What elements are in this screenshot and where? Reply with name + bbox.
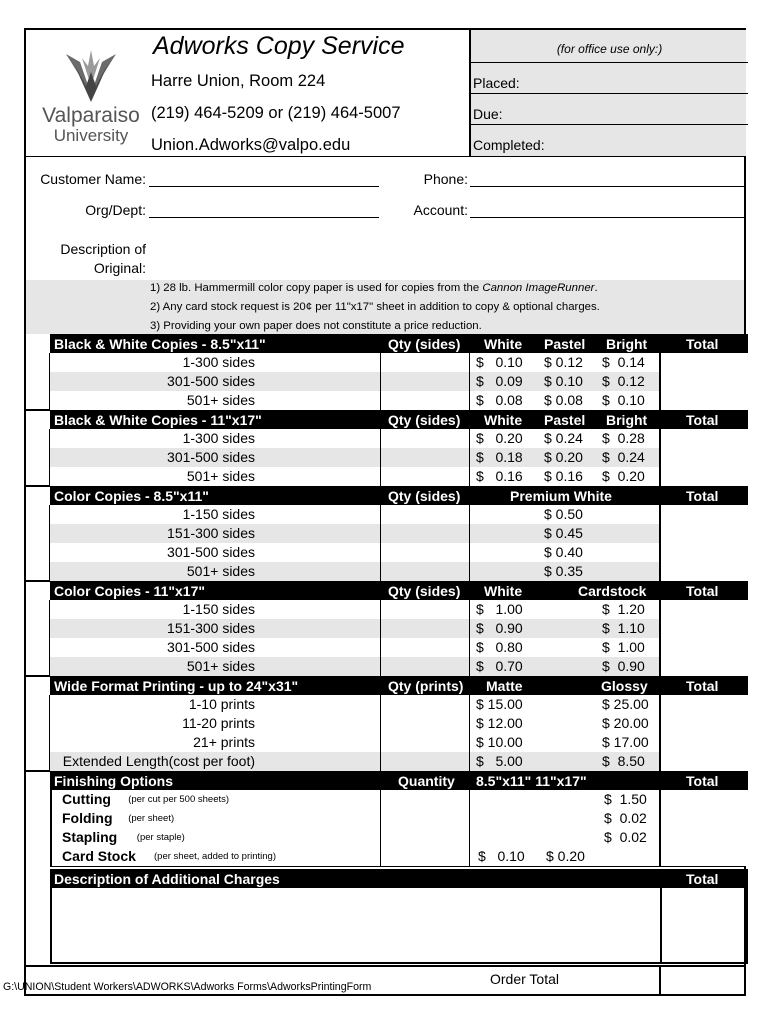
row-marker: [26, 695, 50, 771]
tier-label: 1-10 prints: [188, 696, 255, 712]
tier-label: 501+ sides: [186, 563, 255, 579]
due-field[interactable]: Due:: [471, 93, 748, 125]
price-value: $ 0.90: [476, 620, 523, 636]
qty-column-header: Qty (sides): [388, 412, 461, 428]
customer-name-field[interactable]: [149, 186, 379, 187]
finishing-option-label: Cutting: [62, 791, 111, 807]
org-dept-label: Org/Dept:: [85, 202, 146, 218]
tier-label: Extended Length(cost per foot): [62, 753, 255, 769]
price-value: $ 15.00: [476, 696, 523, 712]
phone-field[interactable]: [470, 186, 744, 187]
price-value: $ 17.00: [602, 734, 649, 750]
tier-label: 11-20 prints: [182, 715, 255, 731]
qty-input[interactable]: [380, 600, 470, 676]
divider: [26, 156, 744, 157]
logo-word-valparaiso: Valparaiso: [42, 104, 140, 127]
price-value: $ 0.10: [478, 848, 525, 864]
office-use-box: [469, 30, 746, 156]
section-header-col85: [50, 486, 748, 505]
price-value: $ 0.12: [602, 373, 645, 389]
price-column-header: Matte: [486, 678, 523, 694]
price-value: $ 0.50: [544, 506, 583, 522]
price-column-header: 8.5"x11" 11"x17": [476, 773, 587, 789]
price-column-header: Bright: [606, 336, 648, 352]
total-column-header: Total: [686, 336, 719, 352]
email: Union.Adworks@valpo.edu: [151, 136, 351, 154]
total-column-header: Total: [686, 412, 719, 428]
tier-label: 21+ prints: [193, 734, 255, 750]
price-value: $ 0.20: [602, 468, 645, 484]
row-marker: [26, 429, 50, 486]
price-value: $ 5.00: [476, 753, 523, 769]
price-value: $ 0.20: [476, 430, 523, 446]
price-value: $ 1.00: [602, 639, 645, 655]
price-value: $ 0.09: [476, 373, 523, 389]
address: Harre Union, Room 224: [151, 72, 326, 90]
finishing-option-note: (per sheet): [128, 813, 175, 824]
price-value: $ 20.00: [602, 715, 649, 731]
customer-name-label: Customer Name:: [40, 171, 146, 187]
note-3: 3) Providing your own paper does not constitute a price reduction.: [150, 320, 482, 332]
price-column-header: Bright: [606, 412, 648, 428]
finishing-option-label: Folding: [62, 810, 113, 826]
org-dept-field[interactable]: [149, 217, 379, 218]
description-label-line1: Description of: [60, 241, 146, 257]
total-input[interactable]: [659, 695, 746, 771]
price-value: $ 0.45: [544, 525, 583, 541]
file-path: G:\UNION\Student Workers\ADWORKS\Adworks Forms\AdworksPrintingForm: [3, 981, 372, 993]
valparaiso-logo: [36, 42, 146, 152]
row-marker: [26, 600, 50, 676]
section-header-additional: [50, 869, 748, 888]
price-value: $ 25.00: [602, 696, 649, 712]
row-marker: [26, 505, 50, 581]
total-input[interactable]: [659, 429, 746, 486]
order-total-label: Order Total: [490, 971, 559, 987]
section-title: Black & White Copies - 8.5"x11": [54, 336, 266, 352]
price-column-header: White: [484, 412, 523, 428]
total-column-header: Total: [686, 488, 719, 504]
qty-column-header: Qty (sides): [388, 488, 461, 504]
section-header-col1117: [50, 581, 748, 600]
price-value: $ 0.10: [476, 354, 523, 370]
tier-label: 151-300 sides: [167, 620, 255, 636]
tier-label: 301-500 sides: [167, 544, 255, 560]
tier-label: 301-500 sides: [167, 449, 255, 465]
price-value: $ 0.40: [544, 544, 583, 560]
tier-label: 301-500 sides: [167, 373, 255, 389]
qty-input[interactable]: [380, 695, 470, 771]
section-title: Color Copies - 8.5"x11": [54, 488, 209, 504]
total-column-header: Total: [686, 773, 719, 789]
price-column-header: Pastel: [544, 336, 586, 352]
price-value: $ 0.10: [544, 373, 583, 389]
order-total-field[interactable]: [659, 967, 744, 995]
qty-input[interactable]: [380, 353, 470, 410]
row-marker: [26, 353, 50, 410]
price-value: $ 0.28: [602, 430, 645, 446]
price-value: $ 12.00: [476, 715, 523, 731]
account-label: Account:: [413, 202, 468, 218]
qty-input[interactable]: [380, 505, 470, 581]
qty-column-header: Qty (prints): [388, 678, 464, 694]
price-column-header: Pastel: [544, 412, 586, 428]
price-column-header: White: [484, 583, 523, 599]
price-value: $ 0.90: [602, 658, 645, 674]
tier-label: 501+ sides: [186, 392, 255, 408]
price-column-header: Glossy: [601, 678, 648, 694]
total-input[interactable]: [659, 353, 746, 410]
phone-label: Phone:: [423, 171, 468, 187]
section-header-bw1117: [50, 410, 748, 429]
price-column-header: White: [484, 336, 523, 352]
total-input[interactable]: [659, 600, 746, 676]
additional-charges-box[interactable]: [50, 888, 748, 964]
price-value: $ 0.02: [604, 810, 647, 826]
qty-input[interactable]: [380, 429, 470, 486]
section-header-finishing: [50, 771, 748, 790]
total-input[interactable]: [659, 505, 746, 581]
placed-field[interactable]: Placed:: [471, 62, 748, 94]
tier-label: 151-300 sides: [167, 525, 255, 541]
finishing-option-label: Stapling: [62, 829, 118, 845]
section-title: Black & White Copies - 11"x17": [54, 412, 262, 428]
finishing-option-note: (per cut per 500 sheets): [128, 794, 230, 805]
price-value: $ 0.14: [602, 354, 645, 370]
phone-numbers: (219) 464-5209 or (219) 464-5007: [151, 104, 401, 122]
tier-label: 1-150 sides: [182, 506, 255, 522]
price-value: $ 0.12: [544, 354, 583, 370]
price-column-header: Premium White: [510, 488, 612, 504]
price-value: $ 0.16: [544, 468, 583, 484]
price-column-header: Cardstock: [578, 583, 647, 599]
tier-label: 1-300 sides: [182, 354, 255, 370]
tier-label: 1-300 sides: [182, 430, 255, 446]
divider: [50, 866, 744, 867]
price-value: $ 0.20: [546, 848, 585, 864]
total-column-header: Total: [686, 871, 719, 887]
price-value: $ 0.70: [476, 658, 523, 674]
price-value: $ 0.18: [476, 449, 523, 465]
price-value: $ 0.02: [604, 829, 647, 845]
price-value: $ 0.08: [544, 392, 583, 408]
price-value: $ 0.10: [602, 392, 645, 408]
order-form: [24, 28, 746, 996]
logo-word-university: University: [53, 126, 129, 145]
price-value: $ 0.20: [544, 449, 583, 465]
price-value: $ 1.20: [602, 601, 645, 617]
qty-column-header: Qty (sides): [388, 583, 461, 599]
tier-label: 501+ sides: [186, 658, 255, 674]
total-column-header: Total: [686, 678, 719, 694]
price-value: $ 8.50: [602, 753, 645, 769]
finishing-option-note: (per sheet, added to printing): [154, 851, 276, 862]
price-value: $ 0.24: [544, 430, 583, 446]
tier-label: 1-150 sides: [182, 601, 255, 617]
tier-label: 501+ sides: [186, 468, 255, 484]
price-value: $ 0.24: [602, 449, 645, 465]
qty-input[interactable]: [380, 790, 470, 866]
completed-field[interactable]: Completed:: [471, 124, 748, 156]
price-value: $ 0.16: [476, 468, 523, 484]
notes-box: [26, 280, 744, 334]
torch-icon: [66, 50, 116, 102]
price-value: $ 10.00: [476, 734, 523, 750]
price-value: $ 1.50: [604, 791, 647, 807]
price-value: $ 0.35: [544, 563, 583, 579]
qty-column-header: Qty (sides): [388, 336, 461, 352]
finishing-option-label: Card Stock: [62, 848, 136, 864]
qty-column-header: Quantity: [398, 773, 455, 789]
section-title: Description of Additional Charges: [54, 871, 280, 887]
price-value: $ 1.10: [602, 620, 645, 636]
description-field[interactable]: [148, 243, 744, 277]
note-1: 1) 28 lb. Hammermill color copy paper is used for copies from the Cannon ImageRunner.: [150, 282, 598, 294]
price-value: $ 1.00: [476, 601, 523, 617]
finishing-option-note: (per staple): [136, 832, 185, 843]
note-2: 2) Any card stock request is 20¢ per 11"x17" sheet in addition to copy & optional charges.: [150, 301, 600, 313]
form-title: Adworks Copy Service: [153, 32, 405, 60]
account-field[interactable]: [470, 217, 744, 218]
section-header-wide: [50, 676, 748, 695]
total-column-header: Total: [686, 583, 719, 599]
office-use-note: (for office use only:): [556, 42, 663, 56]
description-label-line2: Original:: [93, 260, 146, 276]
section-title: Color Copies - 11"x17": [54, 583, 205, 599]
price-value: $ 0.80: [476, 639, 523, 655]
tier-label: 301-500 sides: [167, 639, 255, 655]
section-header-bw85: [50, 334, 748, 353]
total-input[interactable]: [659, 790, 746, 866]
section-title: Wide Format Printing - up to 24"x31": [54, 678, 299, 694]
section-title: Finishing Options: [54, 773, 173, 789]
price-value: $ 0.08: [476, 392, 523, 408]
